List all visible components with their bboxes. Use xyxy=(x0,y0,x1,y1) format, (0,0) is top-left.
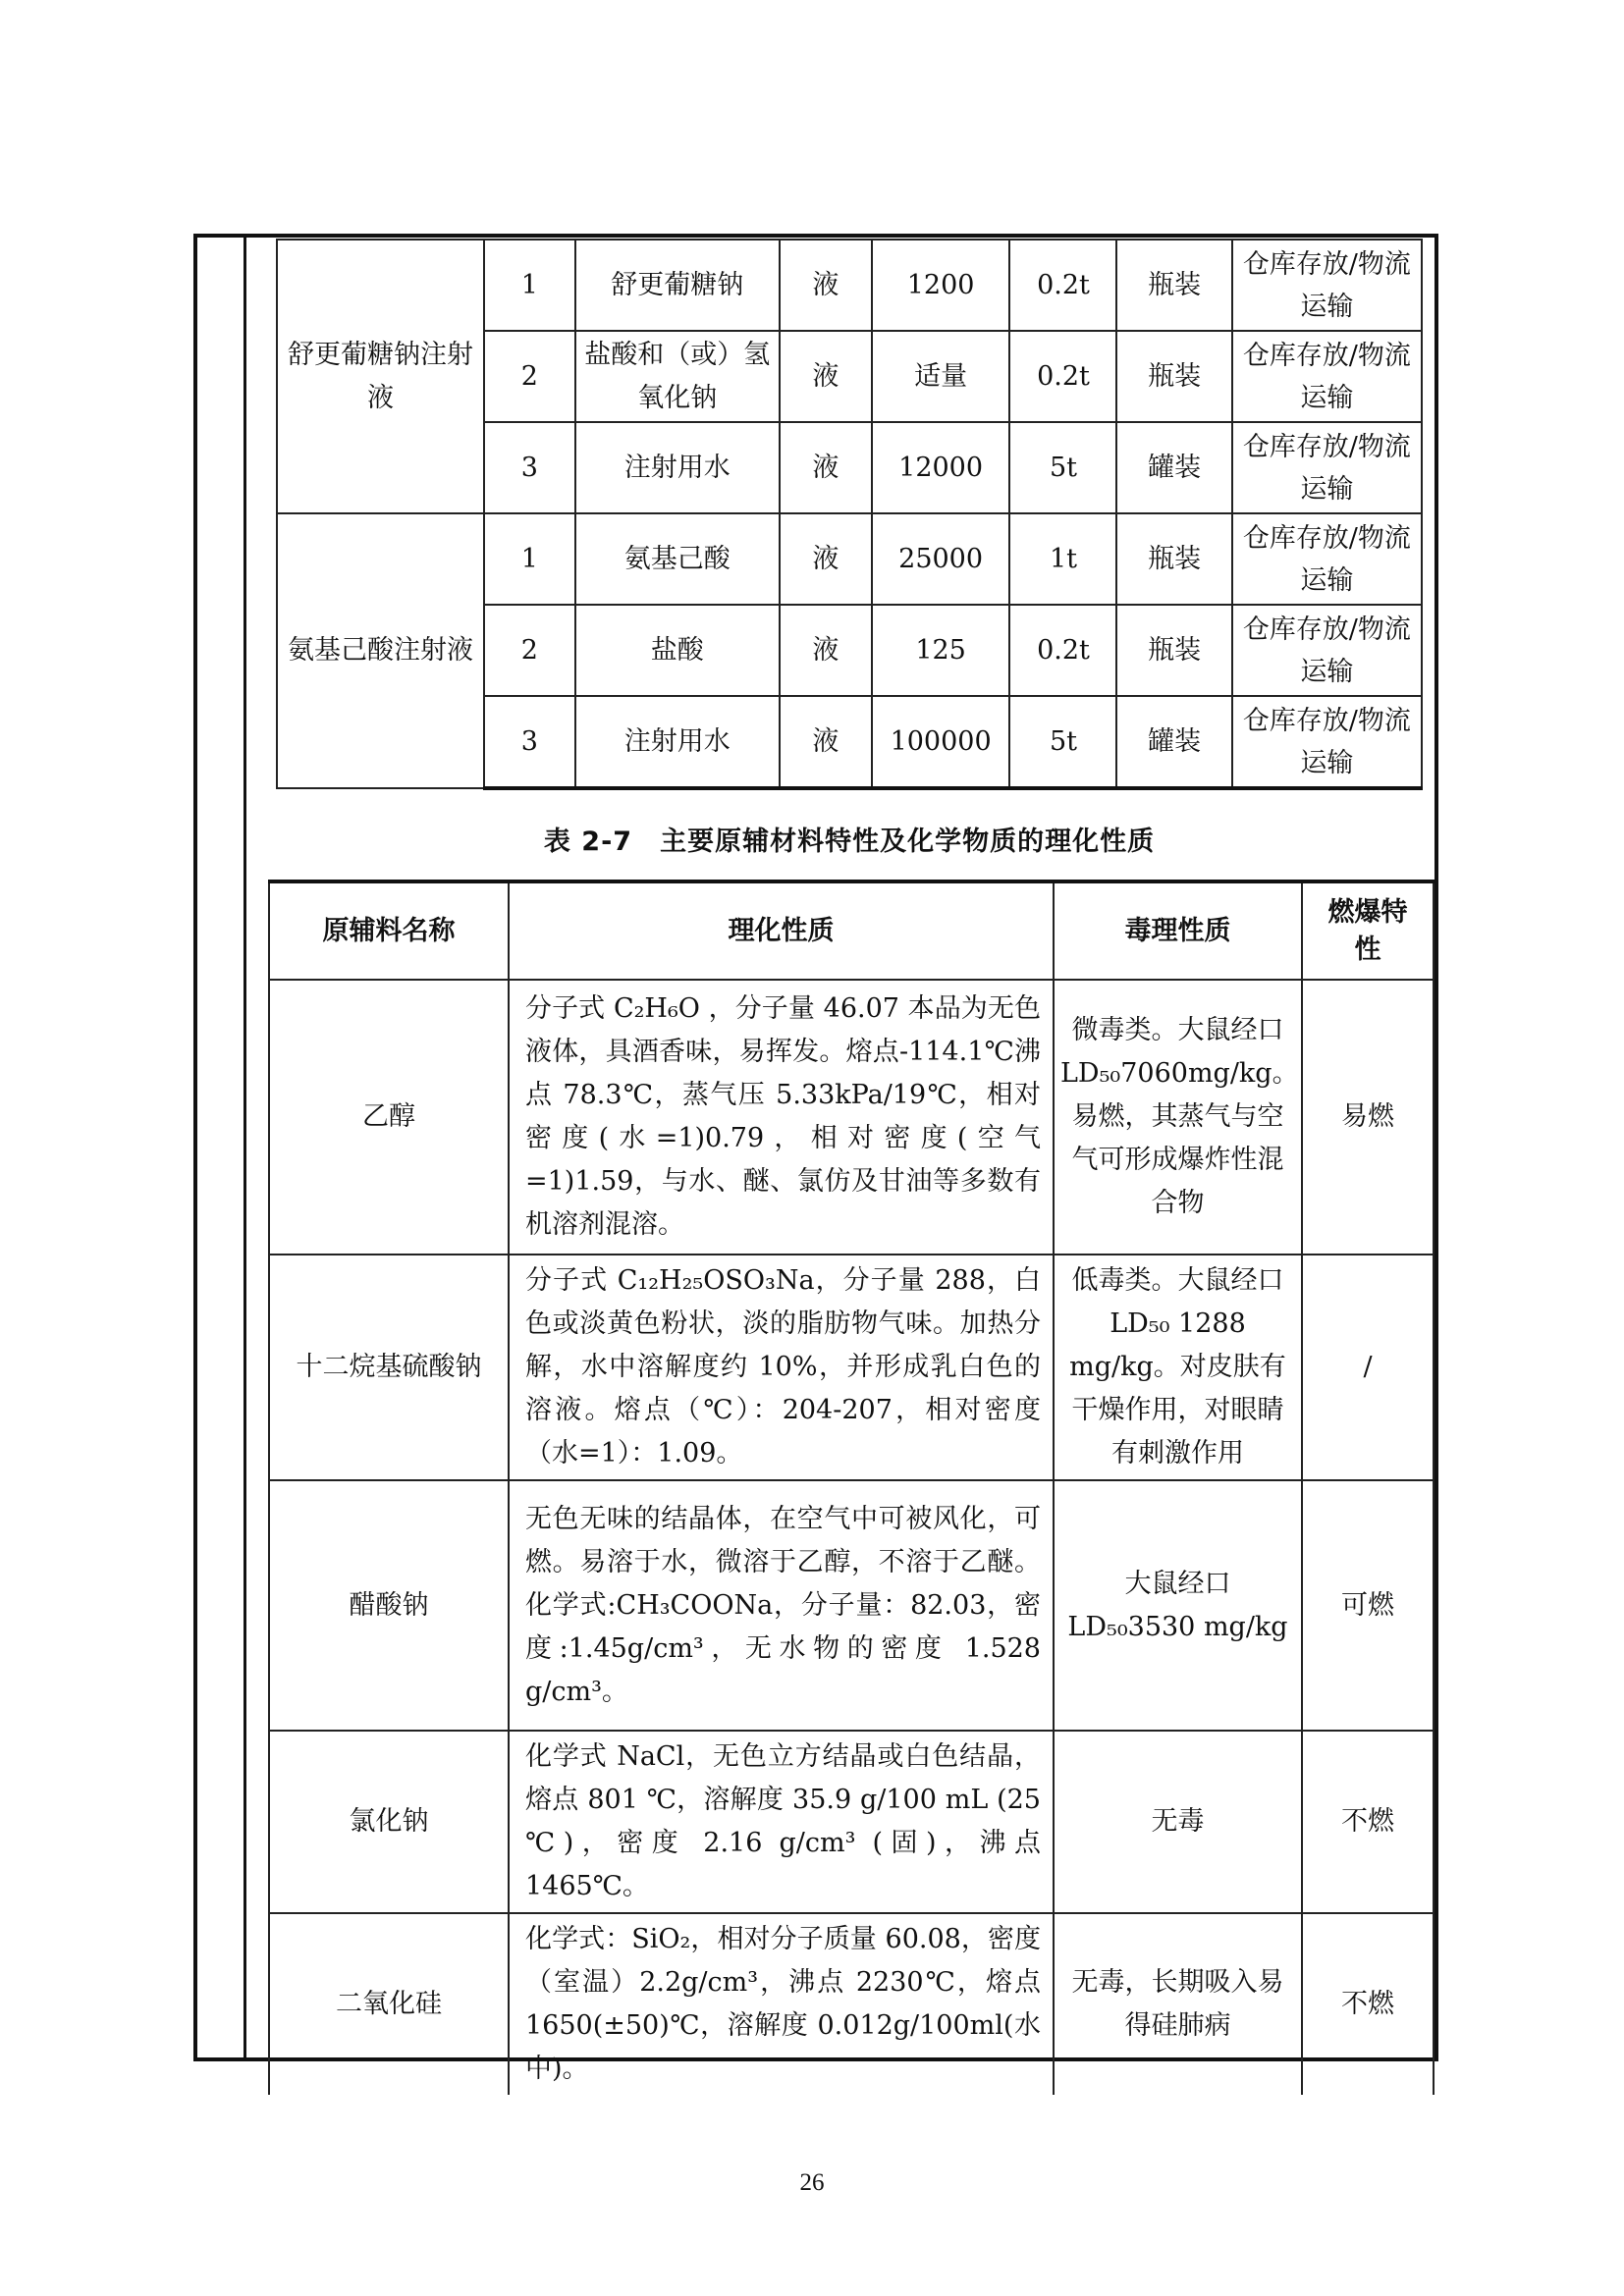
header-toxicology: 毒理性质 xyxy=(1054,881,1302,980)
material-state: 液 xyxy=(780,331,872,422)
flammability: 不燃 xyxy=(1302,1913,1434,2095)
table-row xyxy=(269,1480,1434,1731)
raw-materials-table-continued xyxy=(276,239,1423,790)
annual-amount: 25000 xyxy=(872,513,1010,605)
physchem-properties: 无色无味的结晶体，在空气中可被风化，可燃。易溶于水，微溶于乙醇，不溶于乙醚。化学式:CH₃COONa，分子量：82.03，密度:1.45g/cm³，无水物的密度 1.528 g/cm³。 xyxy=(509,1480,1054,1731)
material-state: 液 xyxy=(780,696,872,788)
flammability: 可燃 xyxy=(1302,1480,1434,1731)
flammability: / xyxy=(1302,1255,1434,1480)
max-storage: 0.2t xyxy=(1009,240,1116,331)
material-name: 二氧化硅 xyxy=(269,1913,509,2095)
max-storage: 1t xyxy=(1009,513,1116,605)
header-physchem-properties: 理化性质 xyxy=(509,881,1054,980)
material-name: 十二烷基硫酸钠 xyxy=(269,1255,509,1480)
packaging: 瓶装 xyxy=(1116,605,1231,696)
material-name: 氨基己酸 xyxy=(575,513,780,605)
material-name: 盐酸和（或）氢氧化钠 xyxy=(575,331,780,422)
packaging: 瓶装 xyxy=(1116,240,1231,331)
storage-method: 仓库存放/物流运输 xyxy=(1232,696,1422,788)
storage-method: 仓库存放/物流运输 xyxy=(1232,422,1422,513)
material-name: 醋酸钠 xyxy=(269,1480,509,1731)
max-storage: 5t xyxy=(1009,422,1116,513)
packaging: 罐装 xyxy=(1116,422,1231,513)
annual-amount: 1200 xyxy=(872,240,1010,331)
row-number: 1 xyxy=(484,240,574,331)
table-row xyxy=(269,1255,1434,1480)
material-name: 乙醇 xyxy=(269,980,509,1255)
material-name: 舒更葡糖钠 xyxy=(575,240,780,331)
table-row xyxy=(269,1731,1434,1913)
row-number: 2 xyxy=(484,605,574,696)
material-name: 注射用水 xyxy=(575,696,780,788)
annual-amount: 适量 xyxy=(872,331,1010,422)
storage-method: 仓库存放/物流运输 xyxy=(1232,605,1422,696)
material-name: 盐酸 xyxy=(575,605,780,696)
material-name: 注射用水 xyxy=(575,422,780,513)
annual-amount: 125 xyxy=(872,605,1010,696)
flammability: 不燃 xyxy=(1302,1731,1434,1913)
packaging: 罐装 xyxy=(1116,696,1231,788)
row-number: 3 xyxy=(484,696,574,788)
max-storage: 0.2t xyxy=(1009,331,1116,422)
table-row xyxy=(269,1913,1434,2095)
material-state: 液 xyxy=(780,513,872,605)
storage-method: 仓库存放/物流运输 xyxy=(1232,513,1422,605)
flammability: 易燃 xyxy=(1302,980,1434,1255)
header-material-name: 原辅料名称 xyxy=(269,881,509,980)
toxicology: 无毒 xyxy=(1054,1731,1302,1913)
material-name: 氯化钠 xyxy=(269,1731,509,1913)
packaging: 瓶装 xyxy=(1116,331,1231,422)
left-margin-column xyxy=(193,234,246,2061)
table-row xyxy=(277,240,1422,331)
storage-method: 仓库存放/物流运输 xyxy=(1232,331,1422,422)
table-row xyxy=(269,980,1434,1255)
physchem-properties: 化学式：SiO₂，相对分子质量 60.08，密度（室温）2.2g/cm³，沸点 2230℃，熔点 1650(±50)℃，溶解度 0.012g/100ml(水中)。 xyxy=(509,1913,1054,2095)
toxicology: 无毒，长期吸入易得硅肺病 xyxy=(1054,1913,1302,2095)
table-header-row xyxy=(269,881,1434,980)
row-number: 2 xyxy=(484,331,574,422)
toxicology: 微毒类。大鼠经口 LD₅₀7060mg/kg。易燃，其蒸气与空气可形成爆炸性混合物 xyxy=(1054,980,1302,1255)
physchem-properties: 分子式 C₂H₆O ，分子量 46.07 本品为无色液体，具酒香味，易挥发。熔点-114.1℃沸点 78.3℃，蒸气压 5.33kPa/19℃，相对密度(水=1)0.79，相对密度(空气=1)1.59，与水、醚、氯仿及甘油等多数有机溶剂混溶。 xyxy=(509,980,1054,1255)
table-caption: 表 2-7 主要原辅材料特性及化学物质的理化性质 xyxy=(543,827,1156,857)
product-name: 舒更葡糖钠注射液 xyxy=(277,240,484,513)
header-flammability: 燃爆特性 xyxy=(1302,881,1434,980)
annual-amount: 12000 xyxy=(872,422,1010,513)
physchem-properties: 分子式 C₁₂H₂₅OSO₃Na，分子量 288，白色或淡黄色粉状，淡的脂肪物气味。加热分解，水中溶解度约 10%，并形成乳白色的溶液。熔点（℃）：204-207，相对密度（水=1）：1.09。 xyxy=(509,1255,1054,1480)
page-number: 26 xyxy=(799,2169,825,2196)
toxicology: 大鼠经口 LD₅₀3530 mg/kg xyxy=(1054,1480,1302,1731)
row-number: 3 xyxy=(484,422,574,513)
packaging: 瓶装 xyxy=(1116,513,1231,605)
row-number: 1 xyxy=(484,513,574,605)
toxicology: 低毒类。大鼠经口 LD₅₀ 1288 mg/kg。对皮肤有干燥作用，对眼睛有刺激作用 xyxy=(1054,1255,1302,1480)
annual-amount: 100000 xyxy=(872,696,1010,788)
physchem-properties: 化学式 NaCl，无色立方结晶或白色结晶，熔点 801 ℃，溶解度 35.9 g/100 mL (25 ℃)，密度 2.16 g/cm³ (固)，沸点 1465℃。 xyxy=(509,1731,1054,1913)
material-state: 液 xyxy=(780,240,872,331)
product-name: 氨基己酸注射液 xyxy=(277,513,484,788)
max-storage: 0.2t xyxy=(1009,605,1116,696)
material-state: 液 xyxy=(780,422,872,513)
material-properties-table xyxy=(268,880,1435,2095)
storage-method: 仓库存放/物流运输 xyxy=(1232,240,1422,331)
max-storage: 5t xyxy=(1009,696,1116,788)
material-state: 液 xyxy=(780,605,872,696)
table-row xyxy=(277,513,1422,605)
